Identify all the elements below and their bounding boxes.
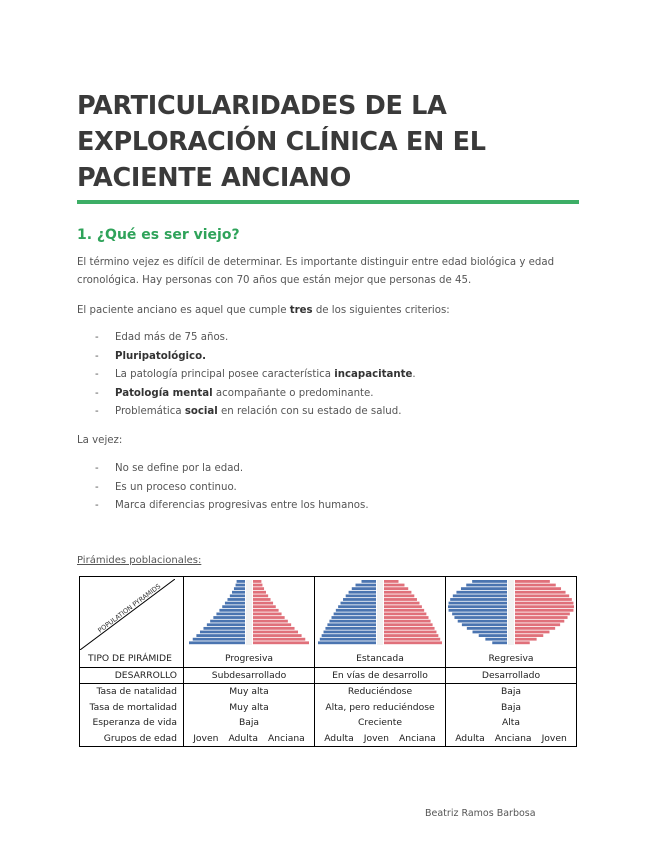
pyramid-bar-male (236, 584, 245, 587)
pyramid-bar-female (515, 616, 568, 619)
pyramid-estancada-image (316, 577, 444, 648)
pyramid-bar-female (384, 598, 417, 601)
list-item: - Marca diferencias progresivas entre los humanos. (95, 500, 369, 512)
pyramid-bar-male (200, 631, 245, 634)
pyramid-bar-female (253, 602, 273, 605)
pyramid-center-axis (246, 580, 252, 645)
age-group: Adulta (324, 732, 354, 744)
pyramid-bar-female (515, 605, 574, 608)
corner-diagonal (80, 579, 175, 650)
age-group: Adulta (228, 732, 259, 744)
pyramid-bar-male (452, 613, 507, 616)
list-item: - Patología mental acompañante o predominante. (95, 387, 374, 399)
table-cell (315, 731, 446, 747)
pyramid-bar-female (515, 638, 537, 641)
table-row (80, 667, 577, 684)
pyramid-bar-male (485, 638, 507, 641)
pyramid-bar-male (207, 623, 245, 626)
row-label: DESARROLLO (80, 667, 184, 684)
list-item-text: Edad más de 75 años. (115, 332, 229, 343)
pyramid-bar-male (219, 609, 245, 612)
table-cell (184, 731, 315, 747)
pyramid-bar-male (356, 584, 376, 587)
pyramid-bar-male (338, 605, 376, 608)
paragraph-criteria-intro (77, 302, 577, 320)
pyramid-center-axis (508, 580, 514, 645)
pyramid-bar-female (515, 594, 569, 597)
age-group: Joven (363, 732, 390, 744)
pyramid-bar-male (329, 620, 376, 623)
pyramid-bar-female (515, 641, 530, 644)
pyramid-bar-female (384, 631, 436, 634)
pyramid-bar-female (515, 623, 560, 626)
table-cell: Baja (500, 686, 522, 698)
list-item-text: Problemática (115, 406, 185, 418)
pyramid-bar-male (234, 587, 245, 590)
pyramid-bar-female (384, 602, 419, 605)
pyramid-bar-female (253, 580, 261, 583)
pyramid-bar-female (384, 594, 414, 597)
pyramid-bar-male (227, 598, 245, 601)
pyramid-bar-female (384, 627, 435, 630)
pyramid-bar-male (467, 627, 507, 630)
table-header-row (80, 651, 577, 667)
age-group: Joven (541, 732, 567, 744)
pyramid-regresiva-image (446, 577, 576, 648)
pyramid-bar-female (384, 605, 422, 608)
list-item-text: acompañante o predominante. (212, 387, 374, 399)
pyramid-bar-female (384, 616, 429, 619)
pyramid-bar-female (253, 634, 302, 637)
row-label: Grupos de edad (80, 731, 184, 747)
pyramid-bar-male (454, 616, 507, 619)
row-label: Esperanza de vida (80, 715, 184, 731)
header-cell: Progresiva (184, 651, 315, 667)
table-cell: En vías de desarrollo (315, 667, 446, 684)
table-cell: Desarrollado (446, 667, 577, 684)
pyramid-bar-female (253, 584, 262, 587)
header-cell: Estancada (315, 651, 446, 667)
list-item-text: . (412, 369, 416, 381)
pyramid-cell-progresiva (184, 577, 315, 652)
pyramid-bar-male (449, 609, 507, 612)
header-cell: TIPO DE PIRÁMIDE (80, 651, 184, 667)
pyramid-bar-female (515, 627, 555, 630)
list-item-bold: social (184, 406, 218, 418)
pyramid-bar-male (210, 620, 245, 623)
pyramid-bar-female (384, 623, 433, 626)
pyramid-bar-male (343, 598, 376, 601)
criteria-intro-bold: tres (289, 305, 313, 316)
pyramid-bar-female (384, 609, 424, 612)
criteria-list (95, 329, 416, 422)
pyramid-bar-male (449, 602, 507, 605)
pyramid-bar-male (318, 641, 376, 644)
table-cell: Creciente (315, 715, 446, 731)
table-row (80, 731, 577, 747)
pyramid-bar-male (461, 587, 507, 590)
table-cell: Baja (500, 701, 522, 713)
header-cell: Regresiva (446, 651, 577, 667)
pyramid-bar-female (384, 620, 431, 623)
pyramid-bar-female (253, 609, 279, 612)
pyramid-bar-female (384, 587, 408, 590)
page-title (77, 88, 597, 196)
list-item-bold: incapacitante (334, 369, 413, 381)
pyramid-bar-male (341, 602, 376, 605)
pyramid-bar-male (466, 584, 507, 587)
pyramid-bar-male (479, 634, 507, 637)
title-line: PACIENTE ANCIANO (77, 163, 351, 193)
pyramid-bar-female (253, 623, 291, 626)
pyramid-bar-female (253, 605, 276, 608)
table-cell: Alta, pero reduciéndose (315, 700, 446, 716)
list-item-text: No se define por la edad. (115, 463, 244, 474)
pyramid-bar-female (515, 613, 570, 616)
pyramid-bar-male (492, 641, 507, 644)
pyramid-bar-female (384, 634, 438, 637)
pyramid-bar-female (384, 584, 404, 587)
pyramid-bar-male (237, 580, 245, 583)
list-item: - Problemática social en relación con su estado de salud. (95, 406, 402, 418)
pyramid-bar-male (189, 641, 245, 644)
table-row (80, 684, 577, 700)
pyramid-bar-male (472, 580, 507, 583)
pyramid-image-row (80, 577, 577, 652)
pyramid-bar-female (515, 631, 549, 634)
pyramid-bar-male (352, 587, 376, 590)
table-cell: Baja (184, 715, 315, 731)
pyramid-bar-male (203, 627, 245, 630)
pyramid-bar-female (253, 631, 298, 634)
pyramid-bar-male (334, 613, 376, 616)
age-group: Anciana (268, 732, 305, 744)
age-group: Joven (193, 732, 219, 744)
pyramid-bar-male (473, 631, 507, 634)
pyramid-cell-estancada (315, 577, 446, 652)
pyramid-bar-female (384, 591, 411, 594)
pyramid-bar-female (253, 591, 266, 594)
pyramid-bar-female (515, 609, 573, 612)
list-item-text: Es un proceso continuo. (115, 481, 237, 493)
table-cell: Alta (501, 717, 521, 729)
list-item-bold: Patología mental (115, 387, 213, 399)
list-item: - Es un proceso continuo. (95, 481, 237, 493)
pyramid-bar-female (253, 627, 295, 630)
pyramid-bar-female (253, 613, 282, 616)
list-item: - La patología principal posee característica incapacitante. (95, 369, 416, 381)
table-cell: Muy alta (184, 684, 315, 700)
pyramid-bar-male (225, 602, 245, 605)
age-group: Anciana (399, 732, 436, 744)
title-divider (77, 200, 579, 204)
row-label: Tasa de natalidad (80, 684, 184, 700)
pyramid-bar-female (515, 591, 566, 594)
pyramid-bar-male (458, 620, 507, 623)
pyramid-bar-female (253, 594, 268, 597)
pyramid-bar-female (515, 602, 573, 605)
list-item-bold: Pluripatológico. (115, 350, 206, 362)
pyramid-cell-regresiva (446, 577, 577, 652)
pyramid-bar-male (450, 598, 507, 601)
pyramid-bar-male (336, 609, 376, 612)
pyramid-bar-female (515, 620, 564, 623)
pyramid-bar-male (456, 591, 507, 594)
table-row (80, 700, 577, 716)
pyramid-bar-male (325, 627, 376, 630)
pyramid-bar-female (253, 616, 285, 619)
vejez-label: La vejez: (77, 435, 123, 446)
age-group: Adulta (455, 732, 485, 744)
pyramid-bar-male (349, 591, 376, 594)
pyramids-title: Pirámides poblacionales: (77, 555, 202, 566)
pyramid-progresiva-image (187, 577, 311, 648)
table-cell (446, 731, 577, 747)
pyramid-bar-female (384, 641, 442, 644)
title-line: PARTICULARIDADES DE LA (77, 91, 447, 121)
vejez-list (95, 460, 369, 516)
table-cell: Muy alta (184, 700, 315, 716)
corner-label: POPULATION PYRAMIDS (96, 581, 163, 635)
pyramid-bar-male (322, 634, 376, 637)
pyramid-center-axis (377, 580, 383, 645)
pyramid-bar-male (324, 631, 376, 634)
criteria-intro-text: El paciente anciano es aquel que cumple (77, 305, 290, 316)
list-item: - No se define por la edad. (95, 463, 244, 474)
pyramid-bar-male (320, 638, 376, 641)
pyramid-bar-female (384, 613, 426, 616)
pyramid-bar-female (515, 587, 561, 590)
pyramid-bar-female (253, 587, 264, 590)
pyramid-bar-female (253, 620, 288, 623)
table-row (80, 715, 577, 731)
pyramid-bar-male (222, 605, 245, 608)
list-item-text: Marca diferencias progresivas entre los humanos. (115, 500, 369, 512)
pyramid-bar-female (384, 638, 440, 641)
paragraph-vejez-definition: El término vejez es difícil de determinar. Es importante distinguir entre edad biológica y edad cronológica. Hay personas con 70 años que están mejor que personas de 45. (77, 257, 555, 286)
row-label: Tasa de mortalidad (80, 700, 184, 716)
pyramid-bar-male (448, 605, 507, 608)
section-heading: 1. ¿Qué es ser viejo? (77, 227, 240, 243)
list-item: - Pluripatológico. (95, 350, 206, 362)
pyramid-bar-male (327, 623, 376, 626)
list-item-text: La patología principal posee característica (115, 369, 335, 381)
pyramid-bar-male (331, 616, 376, 619)
pyramid-bar-male (462, 623, 507, 626)
list-item-text: en relación con su estado de salud. (217, 406, 402, 418)
pyramid-bar-female (253, 598, 271, 601)
pyramid-bar-male (196, 634, 245, 637)
table-cell: Subdesarrollado (184, 667, 315, 684)
age-group: Anciana (494, 732, 532, 744)
pyramid-bar-male (213, 616, 245, 619)
criteria-intro-text-end: de los siguientes criterios: (312, 305, 450, 316)
title-line: EXPLORACIÓN CLÍNICA EN EL (77, 127, 486, 157)
corner-cell (80, 577, 184, 652)
pyramid-bar-male (232, 591, 245, 594)
pyramid-bar-female (515, 598, 572, 601)
pyramid-bar-male (230, 594, 245, 597)
pyramid-bar-male (216, 613, 245, 616)
pyramid-bar-male (193, 638, 245, 641)
pyramid-bar-male (453, 594, 507, 597)
pyramids-table (79, 576, 577, 747)
pyramid-bar-female (515, 580, 550, 583)
pyramid-bar-female (384, 580, 399, 583)
pyramid-bar-male (346, 594, 376, 597)
pyramid-bar-female (515, 584, 556, 587)
list-item: - Edad más de 75 años. (95, 332, 229, 343)
table-cell: Reduciéndose (315, 684, 446, 700)
pyramid-bar-female (253, 641, 309, 644)
pyramid-bar-male (362, 580, 377, 583)
pyramid-bar-female (253, 638, 305, 641)
author-footer: Beatriz Ramos Barbosa (425, 808, 536, 819)
pyramid-bar-female (515, 634, 543, 637)
